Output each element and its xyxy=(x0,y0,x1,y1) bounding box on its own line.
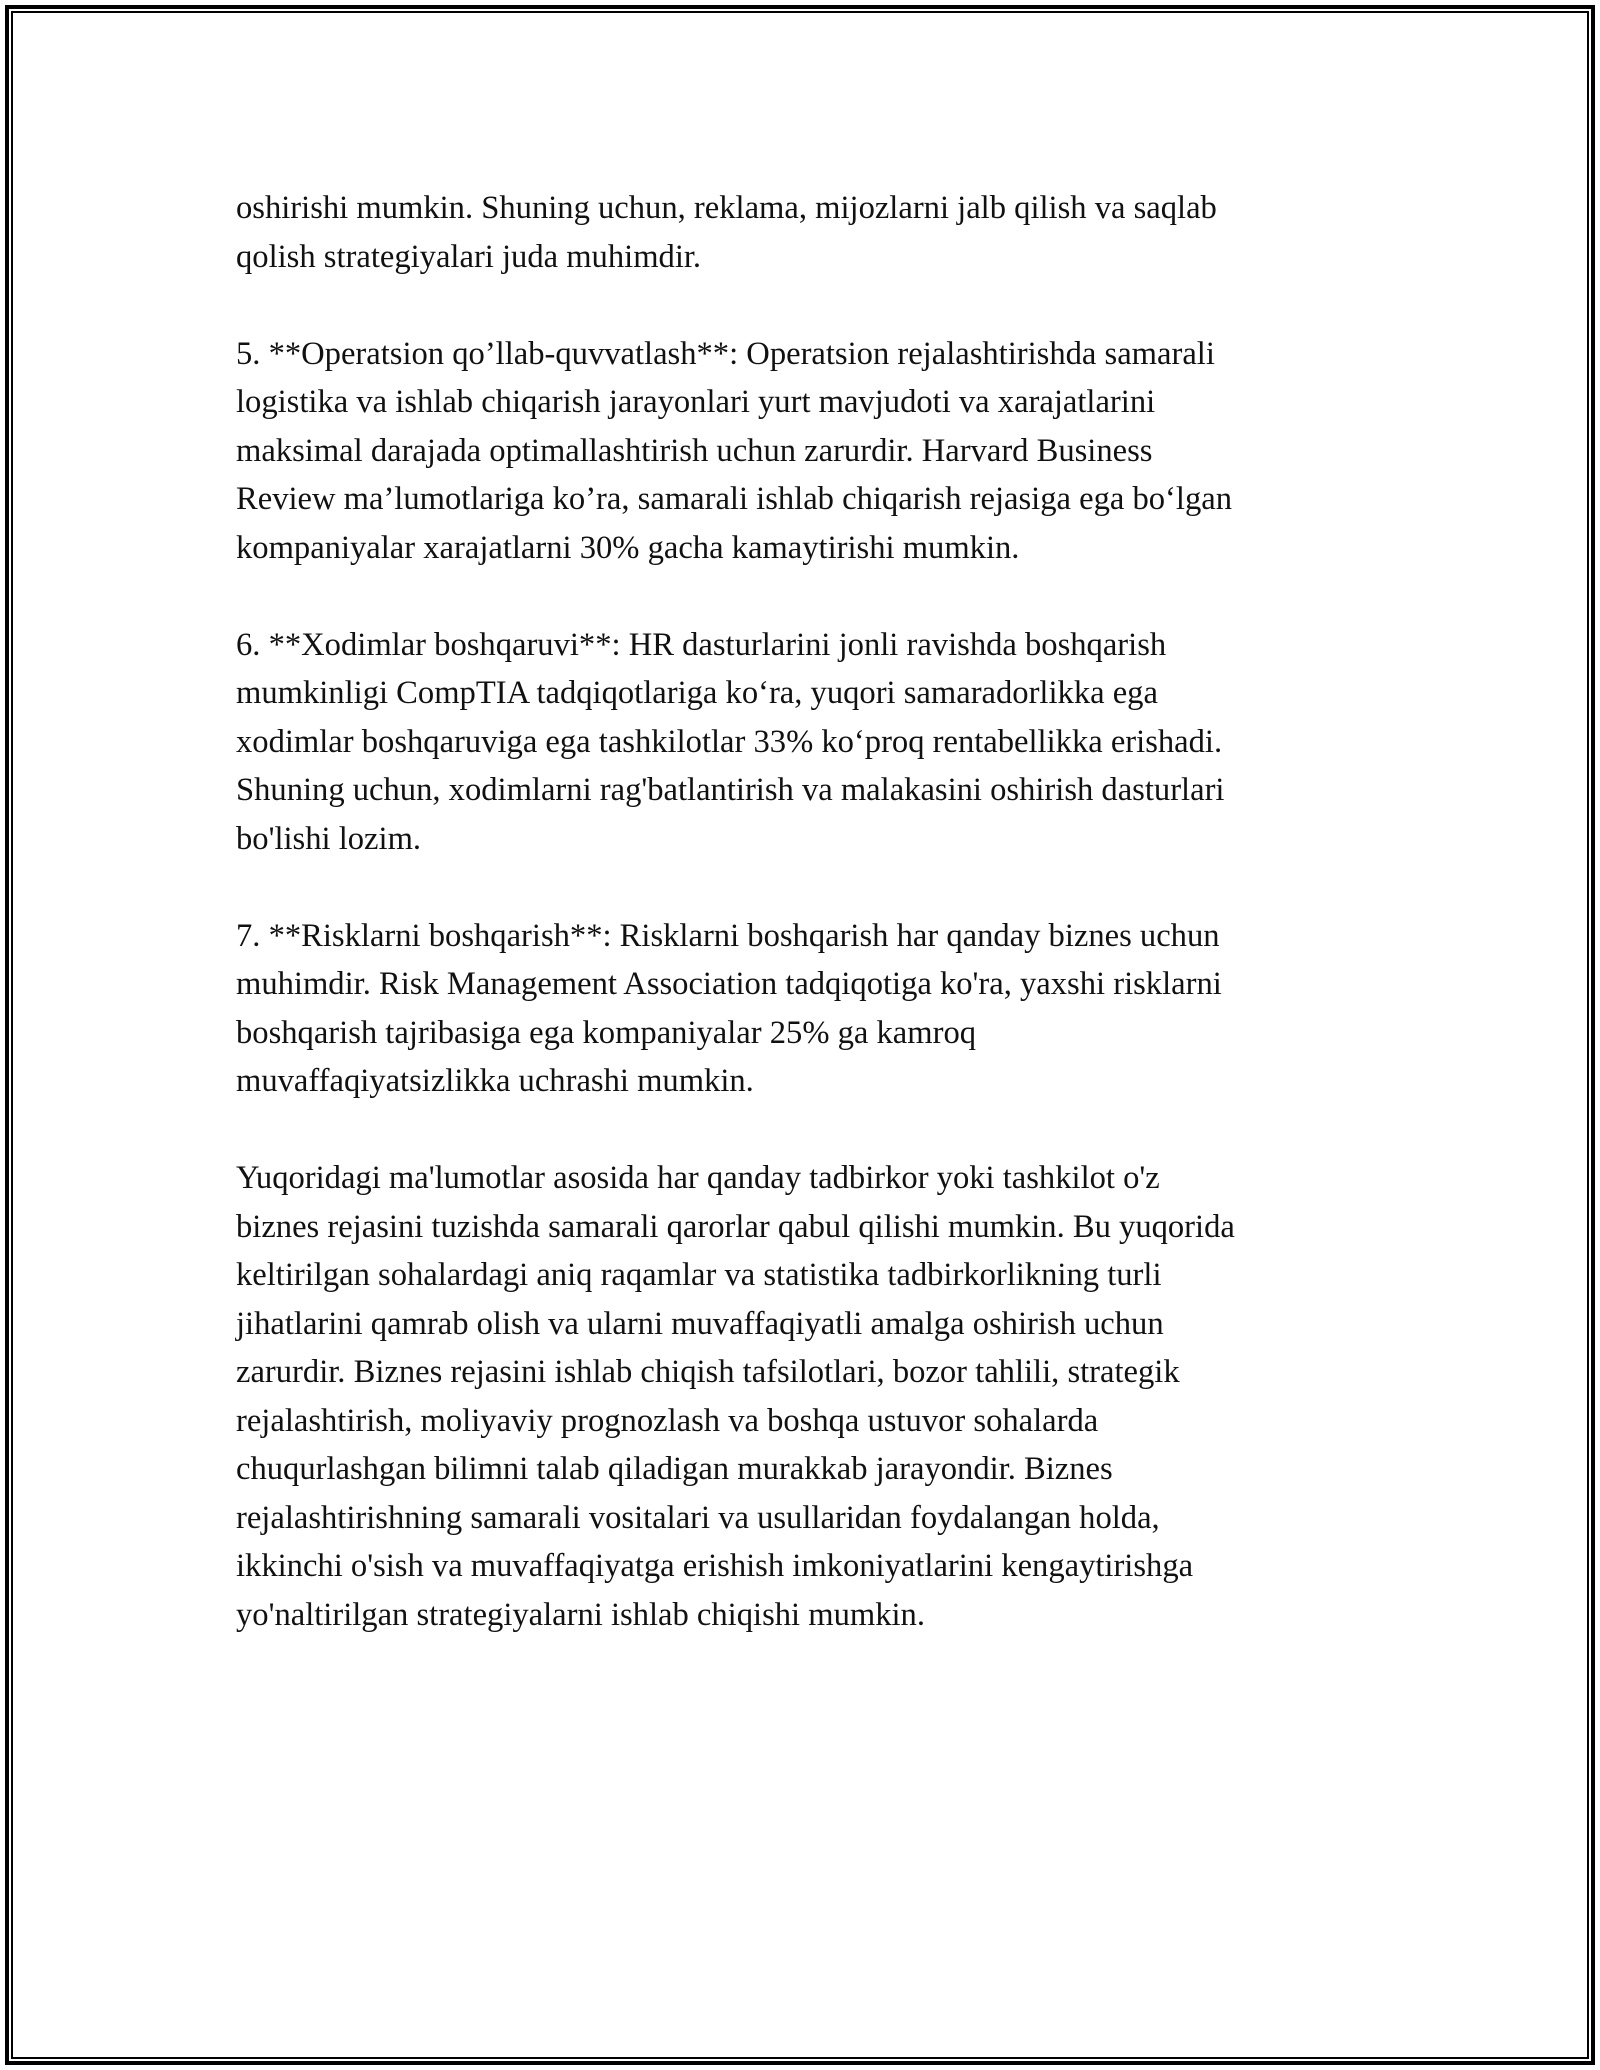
text-line: boshqarish tajribasiga ega kompaniyalar 25% ga kamroq xyxy=(236,1014,977,1051)
text-line: jihatlarini qamrab olish va ularni muvaffaqiyatli amalga oshirish uchun xyxy=(236,1305,1164,1342)
paragraph-risk-management xyxy=(236,912,1376,1106)
text-line: maksimal darajada optimallashtirish uchun zarurdir. Harvard Business xyxy=(236,432,1153,469)
text-line: 7. **Risklarni boshqarish**: Risklarni boshqarish har qanday biznes uchun xyxy=(236,917,1220,954)
text-line: Shuning uchun, xodimlarni rag'batlantirish va malakasini oshirish dasturlari xyxy=(236,772,1225,808)
text-line: muvaffaqiyatsizlikka uchrashi mumkin. xyxy=(236,1063,754,1099)
text-line: oshirishi mumkin. Shuning uchun, reklama, mijozlarni jalb qilish va saqlab xyxy=(236,190,1217,226)
paragraph-conclusion xyxy=(236,1154,1376,1639)
text-line: Yuqoridagi ma'lumotlar asosida har qanday tadbirkor yoki tashkilot o'z xyxy=(236,1160,1160,1196)
text-line: logistika va ishlab chiqarish jarayonlari yurt mavjudoti va xarajatlarini xyxy=(236,384,1156,420)
paragraph-operational-support xyxy=(236,330,1376,573)
text-line: 6. **Xodimlar boshqaruvi**: HR dasturlarini jonli ravishda boshqarish xyxy=(236,626,1167,663)
text-line: Review ma’lumotlariga ko’ra, samarali ishlab chiqarish rejasiga ega bo‘lgan xyxy=(236,481,1232,517)
text-line: muhimdir. Risk Management Association tadqiqotiga ko'ra, yaxshi risklarni xyxy=(236,966,1222,1002)
text-line: ikkinchi o'sish va muvaffaqiyatga erishish imkoniyatlarini kengaytirishga xyxy=(236,1548,1194,1584)
text-line: zarurdir. Biznes rejasini ishlab chiqish tafsilotlari, bozor tahlili, strategik xyxy=(236,1354,1180,1390)
text-line: keltirilgan sohalardagi aniq raqamlar va statistika tadbirkorlikning turli xyxy=(236,1257,1162,1293)
text-line: kompaniyalar xarajatlarni 30% gacha kamaytirishi mumkin. xyxy=(236,529,1020,566)
text-line: rejalashtirish, moliyaviy prognozlash va boshqa ustuvor sohalarda xyxy=(236,1402,1099,1439)
paragraph-intro-continuation xyxy=(236,184,1376,281)
text-line: qolish strategiyalari juda muhimdir. xyxy=(236,238,702,275)
text-line: 5. **Operatsion qo’llab-quvvatlash**: Operatsion rejalashtirishda samarali xyxy=(236,335,1215,372)
text-line: rejalashtirishning samarali vositalari va usullaridan foydalangan holda, xyxy=(236,1499,1160,1536)
text-line: chuqurlashgan bilimni talab qiladigan murakkab jarayondir. Biznes xyxy=(236,1451,1113,1487)
text-line: mumkinligi CompTIA tadqiqotlariga ko‘ra, yuqori samaradorlikka ega xyxy=(236,675,1158,711)
paragraph-staff-management xyxy=(236,621,1376,864)
text-line: biznes rejasini tuzishda samarali qarorlar qabul qilishi mumkin. Bu yuqorida xyxy=(236,1208,1235,1245)
text-line: xodimlar boshqaruviga ega tashkilotlar 33% ko‘proq rentabellikka erishadi. xyxy=(236,723,1223,760)
text-line: bo'lishi lozim. xyxy=(236,820,422,857)
document-body xyxy=(236,184,1376,1688)
text-line: yo'naltirilgan strategiyalarni ishlab chiqishi mumkin. xyxy=(236,1596,925,1633)
